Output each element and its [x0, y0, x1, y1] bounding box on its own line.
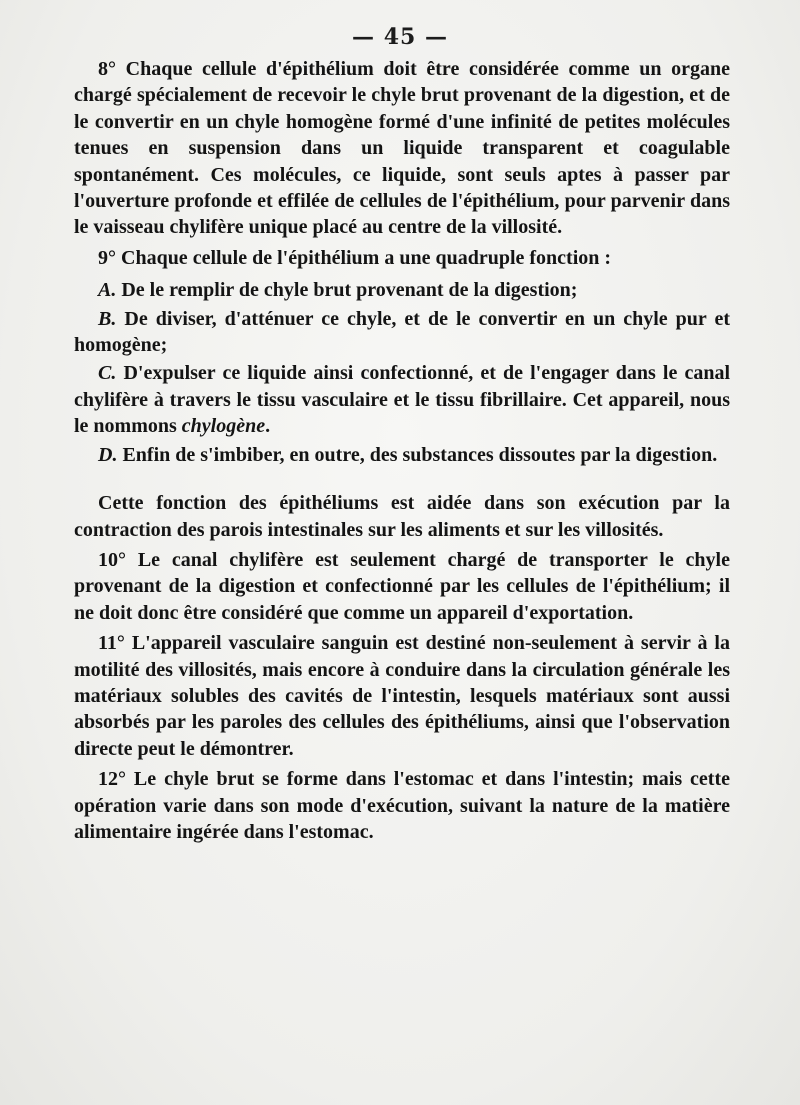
- note-paragraph: Cette fonction des épithéliums est aidée dans son exécution par la contraction des parois intestinales sur les aliments et sur les villosités.: [74, 492, 730, 541]
- function-a: [74, 277, 730, 303]
- function-b: [74, 306, 730, 359]
- function-c-after: .: [265, 415, 271, 438]
- paragraph-11: 11° L'appareil vasculaire sanguin est destiné non-seulement à servir à la motilité des villosités, mais encore à conduire dans la circulation générale les matériaux solubles des cavités de l'intestin, lesquels matériaux sont aussi absorbés par les paroles des cellules des épithéliums, ainsi que l'observation directe peut le démontrer.: [74, 632, 730, 760]
- function-b-text: De diviser, d'atténuer ce chyle, et de le convertir en un chyle pur et homogène;: [74, 307, 731, 357]
- function-a-text: De le remplir de chyle brut provenant de la digestion;: [121, 279, 578, 302]
- paragraph-8: 8° Chaque cellule d'épithélium doit être considérée comme un organe chargé spécialement de recevoir le chyle brut provenant de la digestion, et de le convertir en un chyle homogène formé d'une infinité de petites molécules tenues en suspension dans un liquide transparent et coagulable spontanément. Ces molécules, ce liquide, sont seuls aptes à passer par l'ouverture profonde et effilée de cellules de l'épithélium, pour parvenir dans le vaisseau chylifère unique placé au centre de la villosité.: [74, 58, 730, 239]
- function-d: [74, 442, 730, 468]
- page-number: — 45 —: [352, 24, 448, 50]
- function-d-text: Enfin de s'imbiber, en outre, des substances dissoutes par la digestion.: [122, 443, 718, 466]
- function-d-letter: D.: [98, 443, 118, 466]
- function-a-letter: A.: [98, 279, 117, 302]
- function-b-letter: B.: [98, 307, 117, 330]
- function-c: [74, 360, 730, 439]
- function-c-letter: C.: [98, 362, 117, 385]
- function-c-text: D'expulser ce liquide ainsi confectionné, et de l'engager dans le canal chylifère à travers le tissu vasculaire et le tissu fibrillaire. Cet appareil, nous le nommons: [74, 362, 730, 438]
- body-text: [74, 56, 730, 845]
- function-c-term: chylogène: [181, 415, 266, 438]
- paragraph-10: 10° Le canal chylifère est seulement chargé de transporter le chyle provenant de la digestion et confectionné par les cellules de l'épithélium; il ne doit donc être considéré que comme un appareil d'exportation.: [74, 548, 730, 624]
- paragraph-12: 12° Le chyle brut se forme dans l'estomac et dans l'intestin; mais cette opération varie dans son mode d'exécution, suivant la nature de la matière alimentaire ingérée dans l'estomac.: [74, 768, 730, 843]
- paragraph-9: 9° Chaque cellule de l'épithélium a une quadruple fonction :: [98, 246, 612, 269]
